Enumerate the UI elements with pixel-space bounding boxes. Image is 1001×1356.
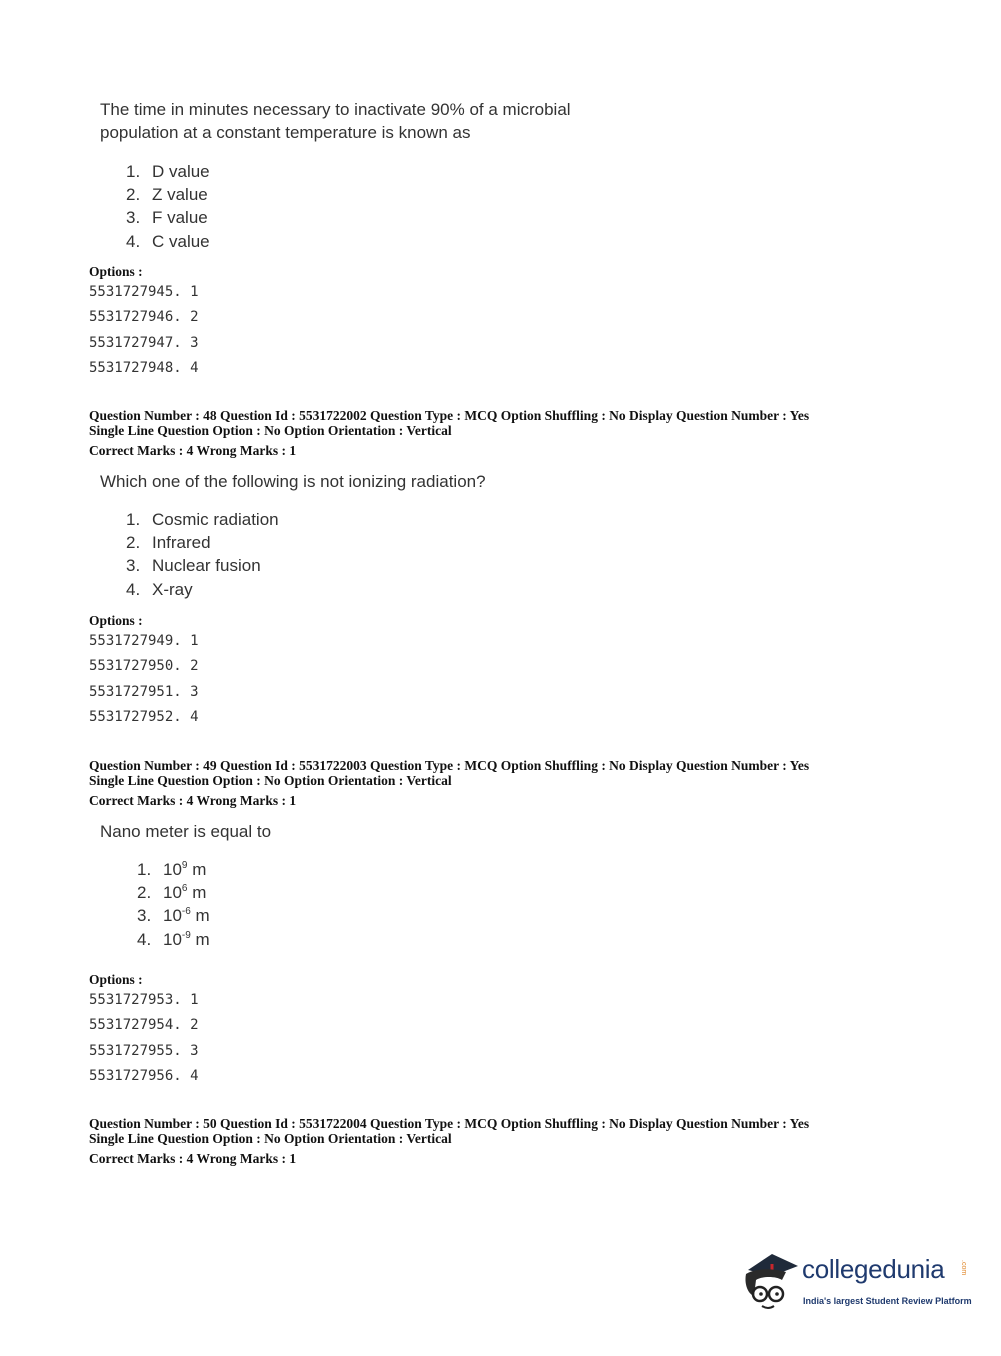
q47-choice: 1. D value [126,162,210,181]
q47-choice: 2. Z value [126,185,208,205]
q48-stem: Which one of the following is not ionizing radiation? [100,472,486,491]
option-id: 5531727945. 1 [89,284,199,300]
q49-meta [89,758,809,808]
q49-meta-line-1: Question Number : 49 Question Id : 5531722003 Question Type : MCQ Option Shuffling : No Display Question Number : Yes [89,758,810,773]
q47-options-label: Options : [89,264,143,279]
logo-suffix: .com [960,1260,967,1276]
q48-choice: 3. Nuclear fusion [126,556,261,576]
option-id: 5531727953. 1 [89,992,199,1008]
q47-choice: 4. C value [126,231,210,251]
q49-meta-line-2: Single Line Question Option : No Option Orientation : Vertical [89,773,452,788]
q47-option-ids [89,280,199,381]
q49-option-ids [89,988,199,1089]
q49-choice: 4. $10^{-9}$ m [137,929,210,949]
collegedunia-logo [742,1250,972,1320]
option-id: 5531727948. 4 [89,359,199,376]
q47-choices [126,160,210,253]
q50-marks: Correct Marks : 4 Wrong Marks : 1 [89,1151,297,1166]
q48-meta [89,408,809,458]
q48-choice: 4. X-ray [126,579,193,599]
option-id: 5531727950. 2 [89,658,199,675]
q48-choice: 1. Cosmic radiation [126,510,279,529]
option-id: 5531727956. 4 [89,1067,199,1084]
q50-meta [89,1116,809,1166]
q47-stem-line-1: The time in minutes necessary to inactivate 90% of a microbial [100,100,571,119]
option-id: 5531727952. 4 [89,708,199,725]
logo-tagline: India's largest Student Review Platform [803,1296,972,1306]
q48-choice: 2. Infrared [126,533,211,553]
q47-stem-line-2: population at a constant temperature is known as [100,123,471,142]
q47-stem [100,98,571,144]
q48-options-label: Options : [89,613,143,628]
q50-meta-line-2: Single Line Question Option : No Option Orientation : Vertical [89,1131,452,1146]
q49-stem: Nano meter is equal to [100,822,272,841]
q48-meta-line-2: Single Line Question Option : No Option Orientation : Vertical [89,423,452,438]
option-id: 5531727954. 2 [89,1017,199,1034]
q49-choice: 2. $10^6$ m [137,883,207,903]
option-id: 5531727951. 3 [89,683,199,700]
q48-option-ids [89,629,199,730]
q49-marks: Correct Marks : 4 Wrong Marks : 1 [89,793,297,808]
q48-marks: Correct Marks : 4 Wrong Marks : 1 [89,443,297,458]
q50-meta-line-1: Question Number : 50 Question Id : 5531722004 Question Type : MCQ Option Shuffling : No Display Question Number : Yes [89,1116,810,1131]
q48-choices [126,508,279,601]
q49-choices [137,858,210,951]
logo-wordmark: collegedunia [802,1254,945,1284]
option-id: 5531727947. 3 [89,334,199,351]
option-id: 5531727949. 1 [89,633,199,649]
mascot-icon [742,1250,800,1314]
q49-choice: 1. $10^9$ m [137,860,207,879]
option-id: 5531727946. 2 [89,309,199,326]
q49-options-label: Options : [89,972,143,987]
q48-meta-line-1: Question Number : 48 Question Id : 5531722002 Question Type : MCQ Option Shuffling : No Display Question Number : Yes [89,408,810,423]
q49-choice: 3. $10^{-6}$ m [137,906,210,926]
q47-choice: 3. F value [126,208,208,228]
option-id: 5531727955. 3 [89,1042,199,1059]
